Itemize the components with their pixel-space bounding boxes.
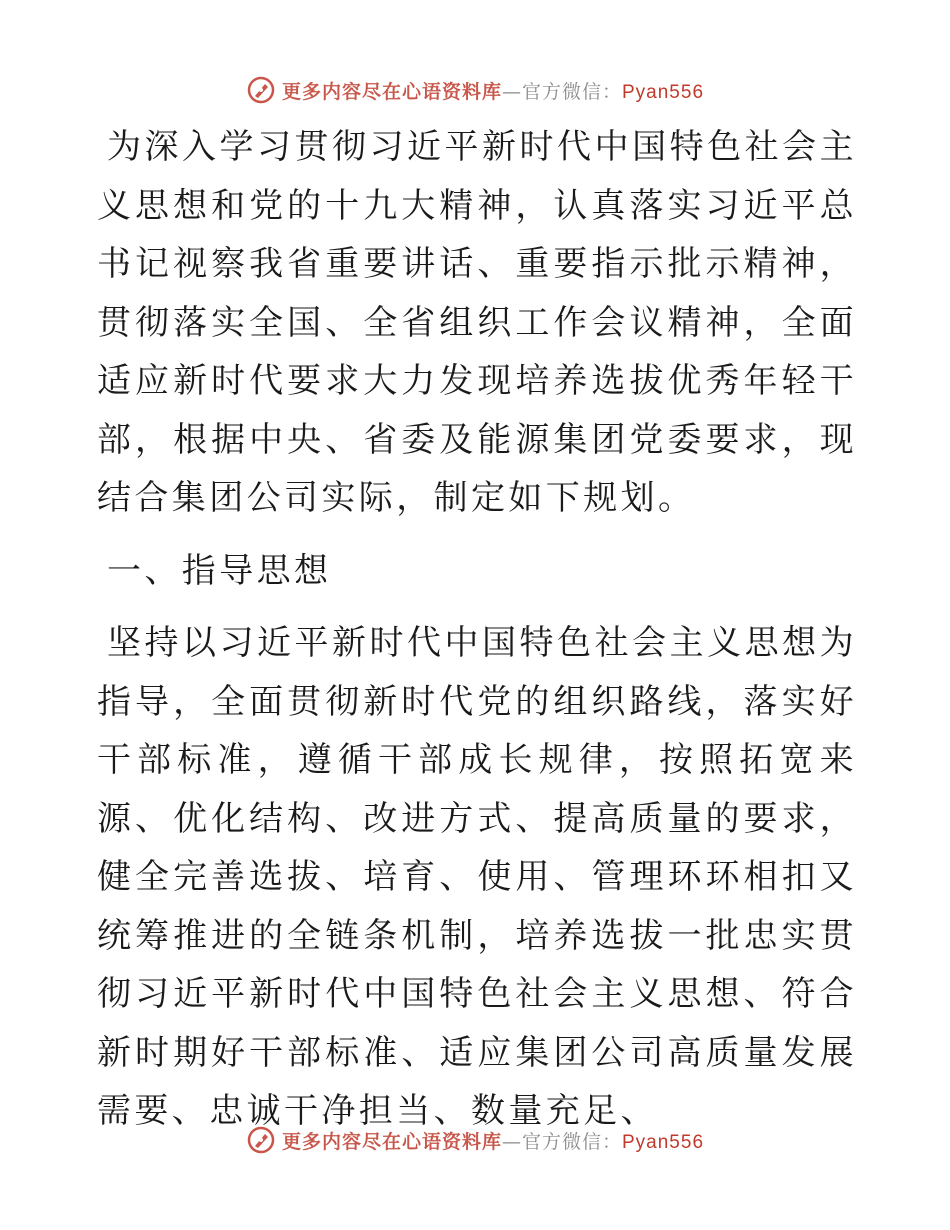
pen-nib-circle-icon bbox=[246, 75, 276, 105]
watermark-part2: 官方微信： bbox=[521, 1130, 622, 1153]
pen-nib-circle-icon bbox=[246, 1125, 276, 1155]
watermark-part1: 更多内容尽在心语资料库 bbox=[281, 80, 502, 103]
header-watermark bbox=[0, 70, 950, 110]
watermark-dash: — bbox=[501, 80, 522, 103]
watermark-text bbox=[282, 77, 704, 104]
document-body bbox=[97, 118, 857, 1141]
section-heading-guiding-ideology: 一、指导思想 bbox=[107, 550, 332, 591]
intro-paragraph: 为深入学习贯彻习近平新时代中国特色社会主义思想和党的十九大精神，认真落实习近平总书记视察我省重要讲话、重要指示批示精神，贯彻落实全国、全省组织工作会议精神，全面适应新时代要求大力发现培养选拔优秀年轻干部，根据中央、省委及能源集团党委要求，现结合集团公司实际，制定如下规划。 bbox=[97, 127, 857, 518]
watermark-text bbox=[282, 1127, 704, 1154]
watermark-wechat-id: Pyan556 bbox=[622, 81, 705, 103]
watermark-dash: — bbox=[501, 1130, 522, 1153]
watermark-part1: 更多内容尽在心语资料库 bbox=[281, 1130, 502, 1153]
watermark-wechat-id: Pyan556 bbox=[622, 1131, 705, 1153]
watermark-part2: 官方微信： bbox=[521, 80, 622, 103]
section-paragraph-guiding-ideology: 坚持以习近平新时代中国特色社会主义思想为指导，全面贯彻新时代党的组织路线，落实好干部标准，遵循干部成长规律，按照拓宽来源、优化结构、改进方式、提高质量的要求，健全完善选拔、培育、使用、管理环环相扣又统筹推进的全链条机制，培养选拔一批忠实贯彻习近平新时代中国特色社会主义思想、符合新时期好干部标准、适应集团公司高质量发展需要、忠诚干净担当、数量充足、 bbox=[97, 623, 857, 1131]
footer-watermark bbox=[0, 1120, 950, 1160]
